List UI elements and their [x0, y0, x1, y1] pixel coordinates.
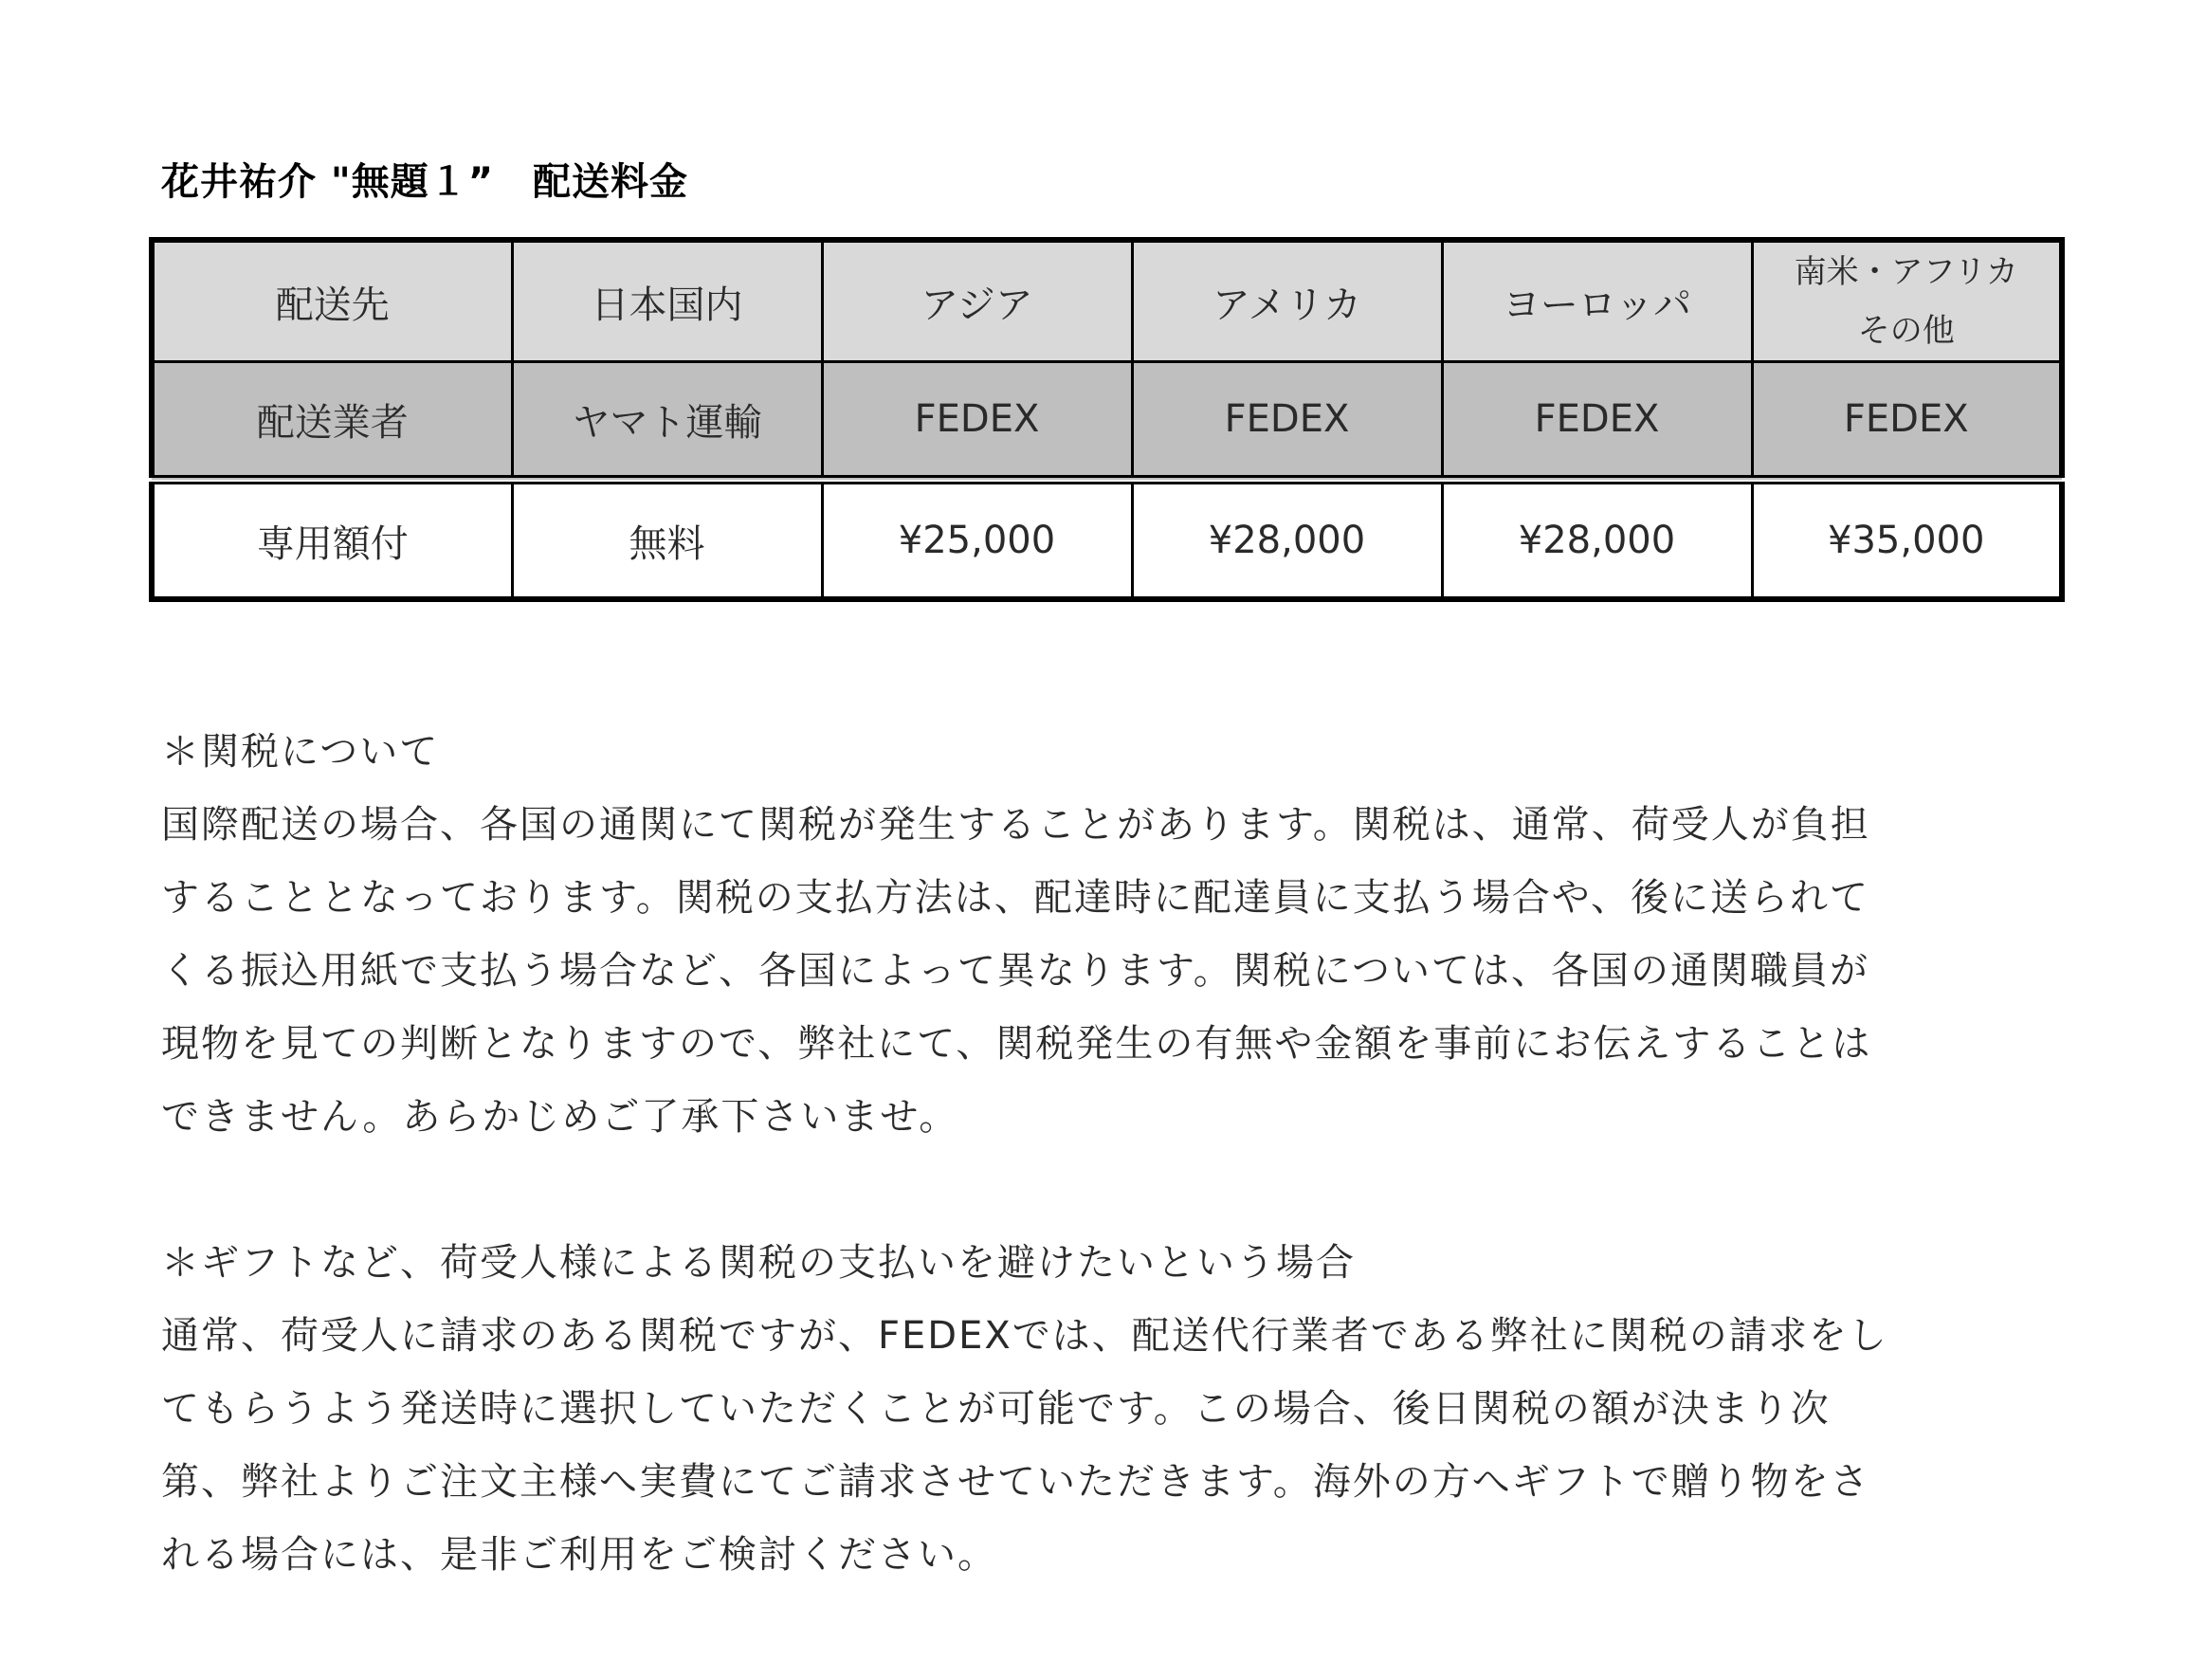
shipping-rate-table: [149, 237, 2065, 602]
carrier-header: 配送業者: [152, 362, 512, 481]
destination-cell-america: アメリカ: [1132, 240, 1442, 362]
paragraph-gap: [161, 1154, 2057, 1227]
price-cell-asia: ¥25,000: [822, 480, 1132, 599]
carrier-cell-japan: ヤマト運輸: [512, 362, 822, 481]
notes-section: [161, 716, 2057, 1592]
page-title: 花井祐介 "無題１” 配送料金: [161, 160, 689, 204]
gift-heading: ＊ギフトなど、荷受人様による関税の支払いを避けたいという場合: [161, 1241, 1356, 1285]
customs-text-line: 現物を見ての判断となりますので、弊社にて、関税発生の有無や金額を事前にお伝えすることは: [161, 1022, 1872, 1066]
carrier-cell-america: FEDEX: [1132, 362, 1442, 481]
destination-cell-other: 南米・アフリカ その他: [1752, 240, 2062, 362]
destination-header: 配送先: [152, 240, 512, 362]
customs-text-line: くる振込用紙で支払う場合など、各国によって異なります。関税については、各国の通関職員が: [161, 949, 1869, 993]
destination-row: [152, 240, 2062, 362]
price-cell-other: ¥35,000: [1752, 480, 2062, 599]
gift-text-line: てもらうよう発送時に選択していただくことが可能です。この場合、後日関税の額が決まり次: [161, 1387, 1831, 1431]
carrier-cell-other: FEDEX: [1752, 362, 2062, 481]
customs-text-line: 国際配送の場合、各国の通関にて関税が発生することがあります。関税は、通常、荷受人が負担: [161, 803, 1870, 847]
gift-text-line: れる場合には、是非ご利用をご検討ください。: [161, 1533, 997, 1577]
customs-text-line: できません。あらかじめご了承下さいませ。: [161, 1095, 959, 1139]
customs-text-line: することとなっております。関税の支払方法は、配達時に配達員に支払う場合や、後に送られて: [161, 876, 1869, 920]
destination-cell-asia: アジア: [822, 240, 1132, 362]
destination-cell-japan: 日本国内: [512, 240, 822, 362]
price-row: [152, 480, 2062, 599]
price-cell-japan: 無料: [512, 480, 822, 599]
gift-text-line: 第、弊社よりご注文主様へ実費にてご請求させていただきます。海外の方へギフトで贈り物をさ: [161, 1460, 1870, 1504]
destination-cell-europe: ヨーロッパ: [1442, 240, 1752, 362]
carrier-cell-asia: FEDEX: [822, 362, 1132, 481]
carrier-row: [152, 362, 2062, 481]
price-cell-america: ¥28,000: [1132, 480, 1442, 599]
gift-text-line: 通常、荷受人に請求のある関税ですが、FEDEXでは、配送代行業者である弊社に関税の請求をし: [161, 1314, 1888, 1358]
customs-heading: ＊関税について: [161, 730, 440, 774]
price-cell-europe: ¥28,000: [1442, 480, 1752, 599]
price-header: 専用額付: [152, 480, 512, 599]
carrier-cell-europe: FEDEX: [1442, 362, 1752, 481]
